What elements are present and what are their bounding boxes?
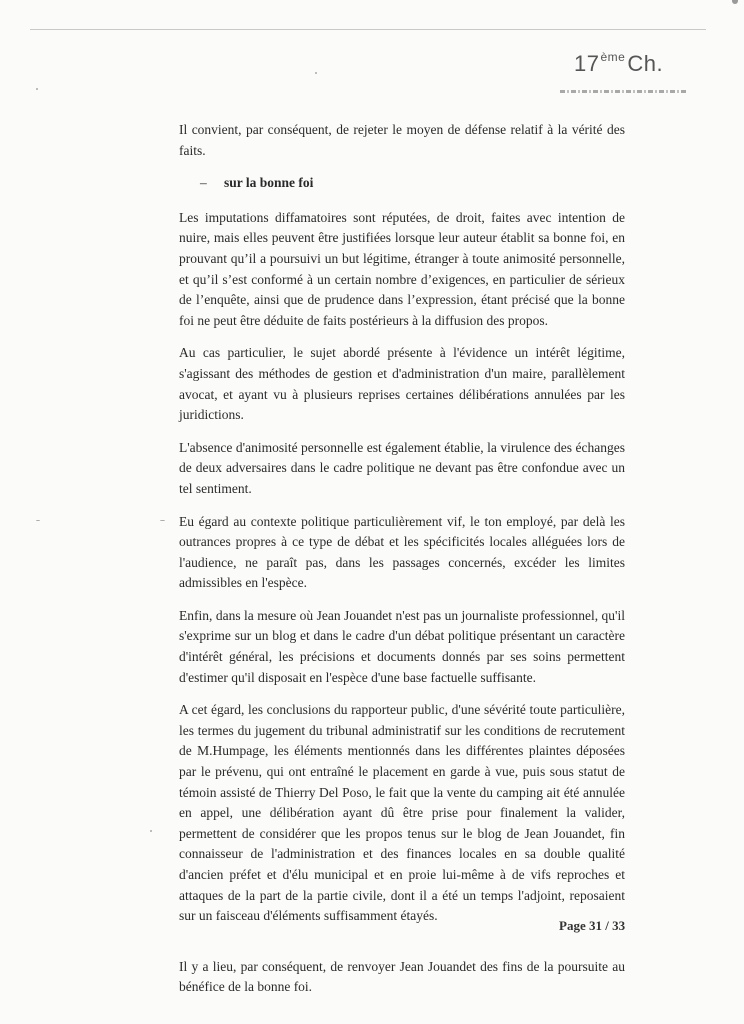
stamp-superscript: ème <box>600 50 626 64</box>
paragraph-contexte-politique: Eu égard au contexte politique particulièrement vif, le ton employé, par delà les outrances propres à ce type de débat et les spécificités locales alléguées lors de l'audience, ne paraît pas, dans les passages concernés, excéder les limites admissibles en l'espèce. <box>179 513 625 591</box>
scan-speck <box>150 830 152 832</box>
paragraph-verite-conclusion: Il convient, par conséquent, de rejeter le moyen de défense relatif à la vérité des faits. <box>179 122 625 158</box>
heading-dash: – <box>200 175 207 191</box>
chamber-stamp <box>574 50 663 77</box>
paragraph-animosite: L'absence d'animosité personnelle est également établie, la virulence des échanges de deux adversaires dans le cadre politique ne devant pas être confondue avec un tel sentiment. <box>179 439 625 496</box>
scan-speck <box>160 520 165 521</box>
paragraph-imputations: Les imputations diffamatoires sont réputées, de droit, faites avec intention de nuire, mais elles peuvent être justifiées lorsque leur auteur établit sa bonne foi, en prouvant qu’il a poursuivi un but légitime, étranger à toute animosité personnelle, et qu’il s’est conformé à un certain nombre d’exigences, en particulier de sérieux de l’enquête, ainsi que de prudence dans l’expression, étant précisé que la bonne foi ne peut être déduite de faits postérieurs à la diffusion des propos. <box>179 209 625 328</box>
paragraph-cas-particulier: Au cas particulier, le sujet abordé présente à l'évidence un intérêt légitime, s'agissant des méthodes de gestion et d'administration d'un maire, parallèlement avocat, et ayant vu à plusieurs reprises certaines délibérations annulées par les juridictions. <box>179 345 625 423</box>
scan-speck <box>36 88 38 90</box>
document-body <box>179 120 625 1010</box>
scan-speck <box>315 72 317 74</box>
heading-text: sur la bonne foi <box>224 175 314 191</box>
paragraph-renvoi: Il y a lieu, par conséquent, de renvoyer Jean Jouandet des fins de la poursuite au bénéfice de la bonne foi. <box>179 958 625 995</box>
section-heading-bonne-foi <box>179 173 625 194</box>
scan-speck <box>36 520 40 521</box>
stamp-underline <box>560 90 688 93</box>
corner-scan-mark <box>732 0 738 4</box>
top-scan-rule <box>30 29 706 30</box>
page-number: Page 31 / 33 <box>559 918 626 933</box>
stamp-number: 17 <box>574 51 600 76</box>
stamp-suffix: Ch. <box>627 51 664 76</box>
paragraph-conclusions-rapporteur: A cet égard, les conclusions du rapporteur public, d'une sévérité toute particulière, les termes du jugement du tribunal administratif sur les conditions de recrutement de M.Humpage, les éléments mentionnés dans les différentes plaintes déposées par le prévenu, qui ont entraîné le placement en garde à vue, puis sous statut de témoin assisté de Thierry Del Poso, le fait que la vente du camping ait été annulée en appel, une délibération ayant dû être prise pour finalement la valider, permettent de considérer que les propos tenus sur le blog de Jean Jouandet, fin connaisseur de l'administration et des finances locales en sa double qualité d'ancien préfet et d'élu municipal et en proie lui-même à de vifs reproches et attaques de la part de la partie civile, dont il a été un temps l'adjoint, reposaient sur un faisceau d'éléments suffisamment étayés. <box>179 702 625 924</box>
paragraph-base-factuelle: Enfin, dans la mesure où Jean Jouandet n'est pas un journaliste professionnel, qu'il s'exprime sur un blog et dans le cadre d'un débat politique présentant un caractère d'intérêt général, les précisions et documents donnés par ses soins permettent d'estimer qu'il disposait en l'espèce d'une base factuelle suffisante. <box>179 607 625 685</box>
